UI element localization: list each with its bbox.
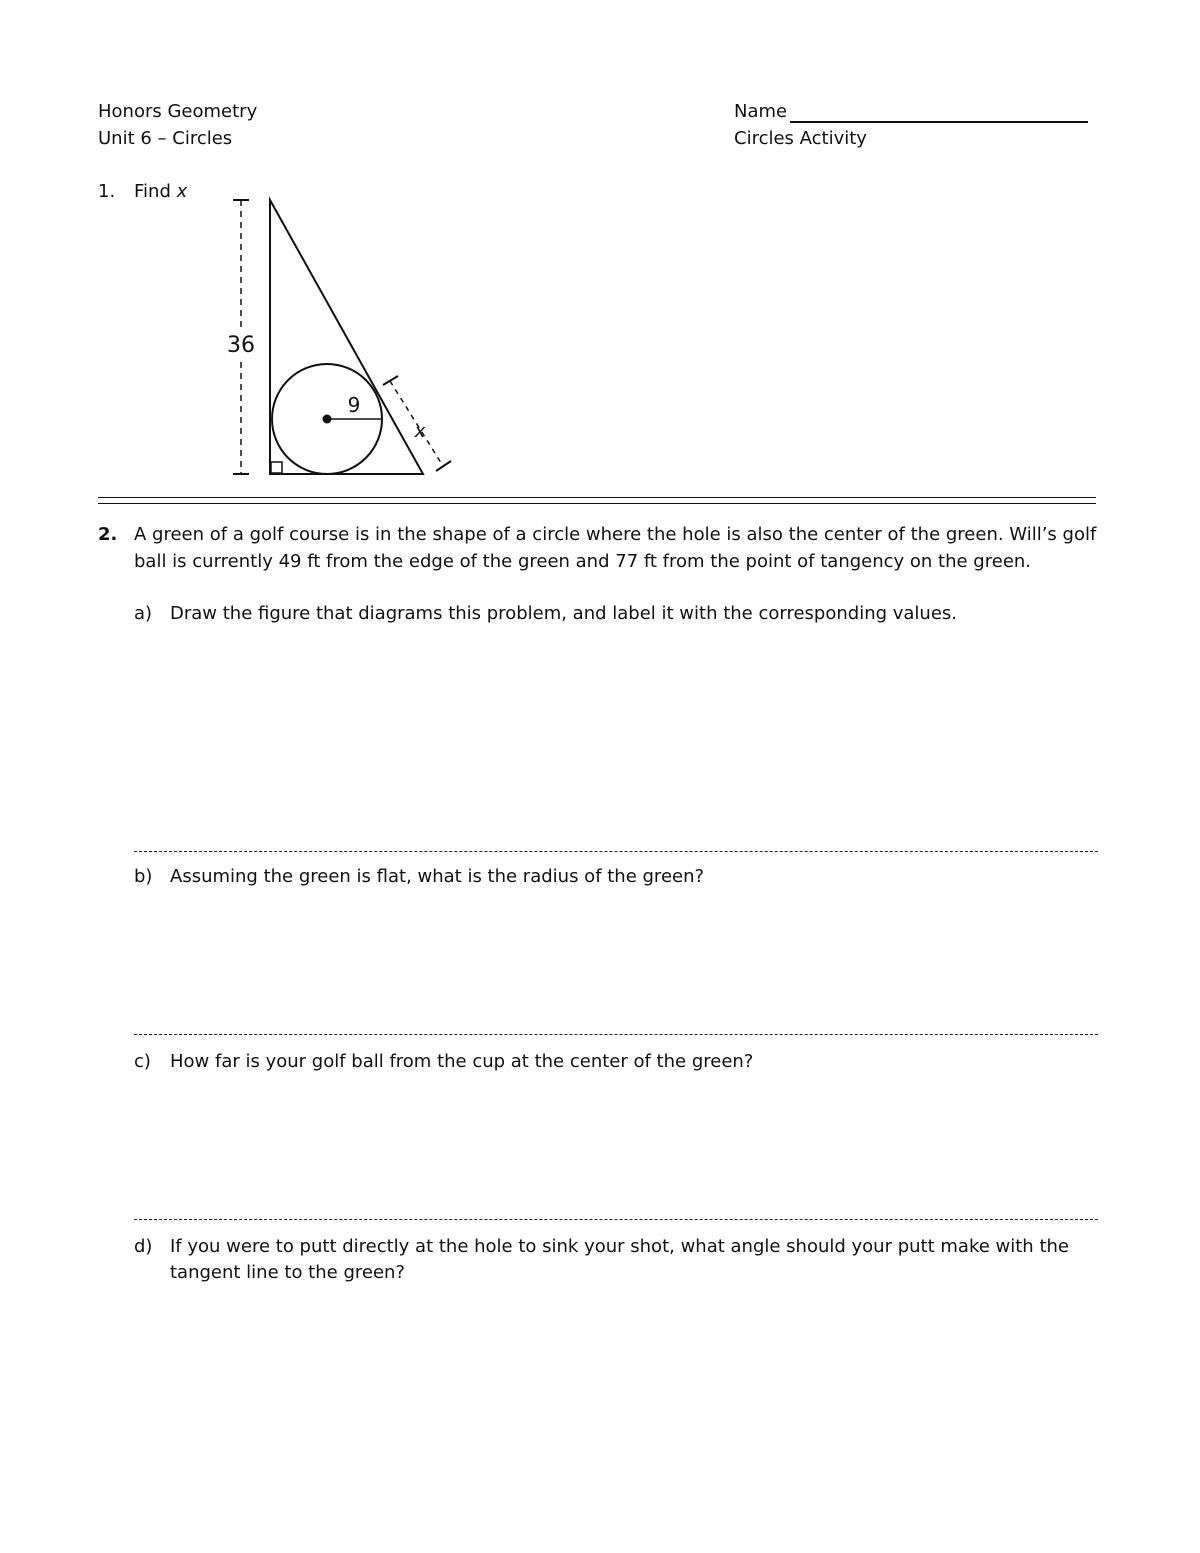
name-field[interactable] (790, 121, 1088, 123)
q2-text-line2: ball is currently 49 ft from the edge of the green and 77 ft from the point of tangency on the green. (134, 551, 1032, 572)
part-a-label: a) (134, 603, 153, 624)
answer-separator-b (134, 1034, 1098, 1035)
answer-separator-c (134, 1219, 1098, 1220)
part-d-label: d) (134, 1236, 153, 1257)
right-angle-marker (271, 462, 282, 473)
part-c-label: c) (134, 1051, 151, 1072)
part-a-text: Draw the figure that diagrams this problem, and label it with the corresponding values. (170, 603, 958, 624)
part-d-text-line1: If you were to putt directly at the hole to sink your shot, what angle should your putt make with the (170, 1236, 1069, 1257)
tangent-dimension-cap-top (383, 376, 398, 385)
tangent-dimension-cap-bottom (436, 461, 451, 471)
activity-title: Circles Activity (734, 128, 867, 149)
q1-prompt-text: Find (134, 181, 177, 202)
tangent-label: x (414, 421, 426, 442)
unit-title: Unit 6 – Circles (98, 128, 233, 149)
part-c-text: How far is your golf ball from the cup at the center of the green? (170, 1051, 754, 1072)
q1-number: 1. (98, 181, 116, 202)
q1-figure (220, 190, 460, 490)
q2-text-line1: A green of a golf course is in the shape of a circle where the hole is also the center of the green. Will’s golf (134, 524, 1097, 545)
part-b-label: b) (134, 866, 153, 887)
course-title: Honors Geometry (98, 101, 258, 122)
section-separator (98, 497, 1096, 504)
name-label: Name (734, 101, 788, 122)
height-label: 36 (227, 333, 255, 358)
radius-label: 9 (347, 393, 361, 417)
q1-prompt (134, 181, 187, 203)
answer-separator-a (134, 851, 1098, 852)
q2-number: 2. (98, 524, 118, 545)
part-d-text-line2: tangent line to the green? (170, 1262, 405, 1283)
q1-prompt-variable: x (176, 181, 188, 202)
part-b-text: Assuming the green is flat, what is the radius of the green? (170, 866, 705, 887)
right-triangle (270, 200, 423, 474)
